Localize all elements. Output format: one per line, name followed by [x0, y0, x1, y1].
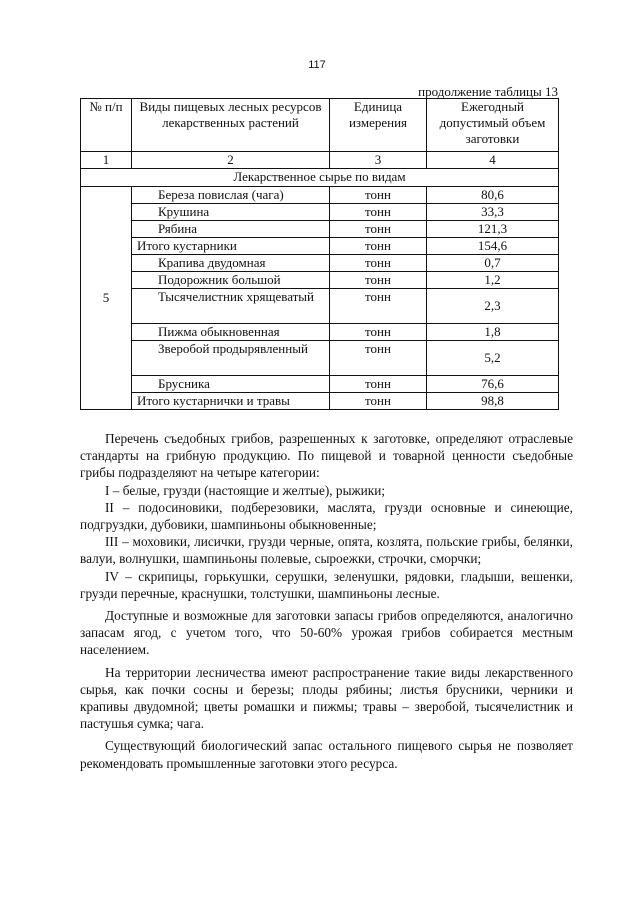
unit-cell: тонн [330, 324, 427, 341]
volume-cell: 33,3 [427, 204, 559, 221]
unit-cell: тонн [330, 341, 427, 376]
column-number: 1 [81, 152, 132, 169]
group-number: 5 [81, 187, 132, 410]
paragraph: Доступные и возможные для заготовки запасы грибов определяются, аналогично запасам ягод, с учетом того, что 50-60% урожая грибов собирается местным населением. [80, 608, 573, 658]
unit-cell: тонн [330, 238, 427, 255]
column-number-row [81, 152, 559, 169]
resource-name: Зверобой продырявленный [132, 341, 330, 376]
volume-cell: 154,6 [427, 238, 559, 255]
table-row [81, 289, 559, 324]
body-text [80, 430, 573, 772]
table-row [81, 324, 559, 341]
resource-name: Итого кустарники [132, 238, 330, 255]
volume-cell: 121,3 [427, 221, 559, 238]
column-number: 2 [132, 152, 330, 169]
unit-cell: тонн [330, 187, 427, 204]
table-row-total [81, 238, 559, 255]
table-row [81, 376, 559, 393]
volume-cell: 0,7 [427, 255, 559, 272]
unit-cell: тонн [330, 272, 427, 289]
paragraph: II – подосиновики, подберезовики, маслята, грузди основные и синеющие, подгруздки, дубовики, шампиньоны обыкновенные; [80, 499, 573, 533]
table-row [81, 221, 559, 238]
volume-cell: 1,8 [427, 324, 559, 341]
table-row [81, 204, 559, 221]
table-header-row [81, 99, 559, 152]
unit-cell: тонн [330, 376, 427, 393]
resources-table [80, 98, 559, 410]
page-number: 117 [308, 59, 326, 71]
table-row [81, 255, 559, 272]
unit-cell: тонн [330, 221, 427, 238]
volume-cell: 1,2 [427, 272, 559, 289]
header-volume: Ежегодный допустимый объем заготовки [427, 99, 559, 152]
resource-name: Крапива двудомная [132, 255, 330, 272]
resource-name: Брусника [132, 376, 330, 393]
unit-cell: тонн [330, 393, 427, 410]
volume-cell: 98,8 [427, 393, 559, 410]
paragraph: На территории лесничества имеют распространение такие виды лекарственного сырья, как почки сосны и березы; плоды рябины; листья брусники, черники и крапивы двудомной; цветы ромашки и пижмы; травы – зверобой, тысячелистник и пастушья сумка; чага. [80, 664, 573, 732]
unit-cell: тонн [330, 255, 427, 272]
resource-name: Крушина [132, 204, 330, 221]
table-row [81, 187, 559, 204]
column-number: 4 [427, 152, 559, 169]
volume-cell: 2,3 [427, 289, 559, 324]
header-unit: Единица измерения [330, 99, 427, 152]
table-row [81, 272, 559, 289]
table-continuation-label: продолжение таблицы 13 [418, 84, 558, 99]
resource-name: Береза повислая (чага) [132, 187, 330, 204]
resource-name: Тысячелистник хрящеватый [132, 289, 330, 324]
table-row-total [81, 393, 559, 410]
column-number: 3 [330, 152, 427, 169]
section-title: Лекарственное сырье по видам [81, 169, 559, 187]
section-row [81, 169, 559, 187]
unit-cell: тонн [330, 204, 427, 221]
volume-cell: 76,6 [427, 376, 559, 393]
table-row [81, 341, 559, 376]
unit-cell: тонн [330, 289, 427, 324]
paragraph: IV – скрипицы, горькушки, серушки, зеленушки, рядовки, гладыши, вешенки, грузди перечные, краснушки, толстушки, шампиньоны лесные. [80, 568, 573, 601]
paragraph: III – моховики, лисички, грузди черные, опята, козлята, польские грибы, белянки, валуи, волнушки, шампиньоны полевые, сыроежки, строчки, сморчки; [80, 534, 573, 567]
resource-name: Пижма обыкновенная [132, 324, 330, 341]
resource-name: Рябина [132, 221, 330, 238]
header-resource: Виды пищевых лесных ресурсов лекарственных растений [132, 99, 330, 152]
volume-cell: 80,6 [427, 187, 559, 204]
paragraph: I – белые, грузди (настоящие и желтые), рыжики; [105, 482, 386, 498]
header-number: № п/п [81, 99, 132, 152]
paragraph: Перечень съедобных грибов, разрешенных к заготовке, определяют отраслевые стандарты на грибную продукцию. По пищевой и товарной ценности съедобные грибы подразделяют на четыре категории: [80, 431, 573, 481]
volume-cell: 5,2 [427, 341, 559, 376]
resource-name: Итого кустарнички и травы [132, 393, 330, 410]
paragraph: Существующий биологический запас остального пищевого сырья не позволяет рекомендовать промышленные заготовки этого ресурса. [80, 738, 573, 771]
resource-name: Подорожник большой [132, 272, 330, 289]
